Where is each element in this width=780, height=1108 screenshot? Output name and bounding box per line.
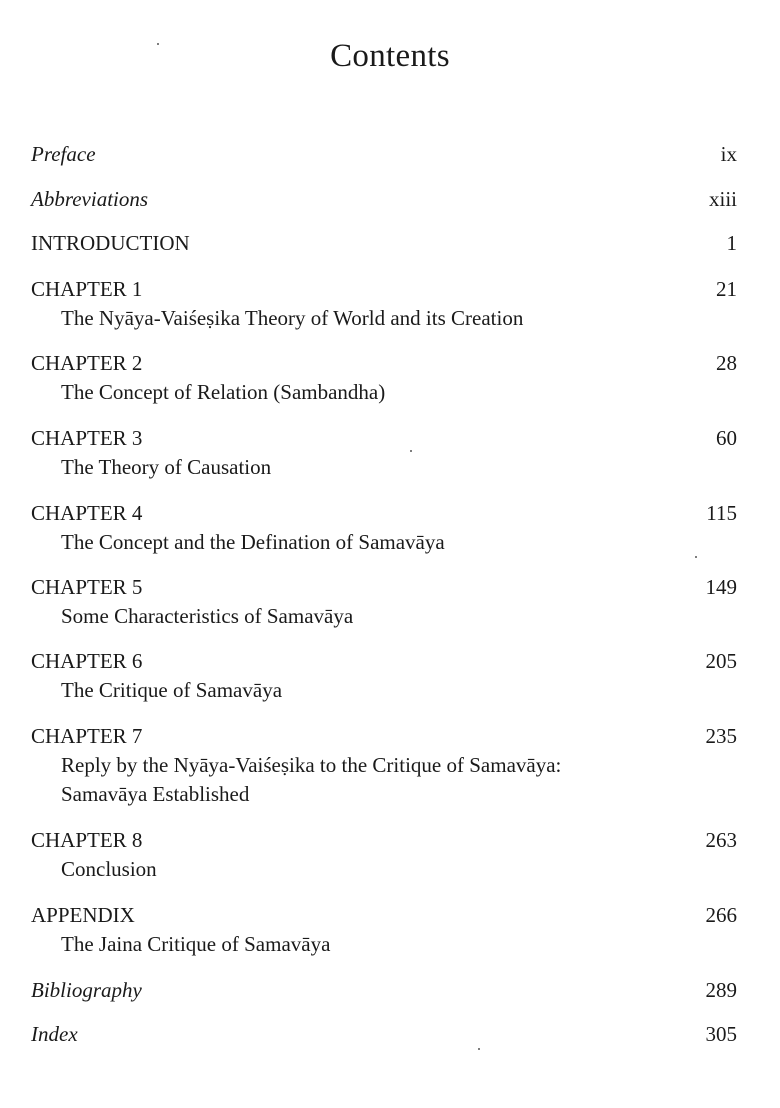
toc-chapter-title: The Concept of Relation (Sambandha)	[61, 380, 386, 404]
toc-entry-preface[interactable]	[31, 140, 737, 169]
toc-entry-chapter-7[interactable]	[31, 722, 737, 809]
toc-entry-chapter-4[interactable]	[31, 499, 737, 557]
toc-chapter-title: Some Characteristics of Samavāya	[61, 604, 354, 628]
toc-entry-label: Bibliography	[31, 978, 142, 1002]
toc-page-number: 21	[716, 277, 737, 301]
toc-page-number: 149	[705, 575, 737, 599]
toc-chapter-title: The Concept and the Defination of Samavāya	[61, 530, 445, 554]
toc-page-number: 28	[716, 351, 737, 375]
toc-entry-chapter-1[interactable]	[31, 275, 737, 333]
toc-chapter-label: CHAPTER 8	[31, 828, 143, 852]
toc-entry-abbreviations[interactable]	[31, 185, 737, 214]
toc-chapter-title-continued: Samavāya Established	[61, 782, 250, 806]
scan-speck	[410, 450, 412, 452]
toc-chapter-title: Conclusion	[61, 857, 157, 881]
toc-entry-index[interactable]	[31, 1020, 737, 1049]
toc-page-number: 205	[705, 649, 737, 673]
toc-chapter-label: CHAPTER 2	[31, 351, 143, 375]
toc-chapter-label: CHAPTER 1	[31, 277, 143, 301]
toc-page-number: 263	[705, 828, 737, 852]
toc-entry-bibliography[interactable]	[31, 976, 737, 1005]
toc-chapter-title: The Nyāya-Vaiśeṣika Theory of World and its Creation	[61, 306, 524, 330]
toc-entry-chapter-5[interactable]	[31, 573, 737, 631]
toc-page-number: 115	[706, 501, 737, 525]
toc-chapter-label: CHAPTER 7	[31, 724, 143, 748]
toc-chapter-label: CHAPTER 3	[31, 426, 143, 450]
toc-chapter-label: CHAPTER 6	[31, 649, 143, 673]
toc-appendix-title: The Jaina Critique of Samavāya	[61, 932, 331, 956]
toc-entry-label: Index	[31, 1022, 78, 1046]
toc-page-number: xiii	[708, 187, 737, 211]
toc-entry-chapter-8[interactable]	[31, 826, 737, 884]
toc-page-number: 1	[726, 231, 737, 255]
toc-page-number: 235	[705, 724, 737, 748]
toc-chapter-label: CHAPTER 5	[31, 575, 143, 599]
toc-entry-chapter-3[interactable]	[31, 424, 737, 482]
scan-speck	[478, 1048, 480, 1050]
toc-entry-label: INTRODUCTION	[31, 231, 190, 255]
toc-entry-chapter-6[interactable]	[31, 647, 737, 705]
toc-page-number: 266	[705, 903, 737, 927]
scan-speck	[157, 43, 159, 45]
toc-entry-introduction[interactable]	[31, 229, 737, 258]
toc-page-number: ix	[720, 142, 737, 166]
toc-page-number: 289	[705, 978, 737, 1002]
toc-page-number: 305	[705, 1022, 737, 1046]
toc-appendix-label: APPENDIX	[31, 903, 135, 927]
toc-entry-appendix[interactable]	[31, 901, 737, 959]
toc-entry-label: Preface	[31, 142, 96, 166]
toc-entry-chapter-2[interactable]	[31, 349, 737, 407]
page-title: Contents	[330, 38, 450, 74]
toc-chapter-title: The Theory of Causation	[61, 455, 272, 479]
toc-page-number: 60	[716, 426, 737, 450]
toc-chapter-label: CHAPTER 4	[31, 501, 143, 525]
toc-chapter-title: The Critique of Samavāya	[61, 678, 283, 702]
toc-chapter-title: Reply by the Nyāya-Vaiśeṣika to the Critique of Samavāya:	[61, 753, 562, 777]
toc-entry-label: Abbreviations	[31, 187, 149, 211]
scan-speck	[695, 556, 697, 558]
